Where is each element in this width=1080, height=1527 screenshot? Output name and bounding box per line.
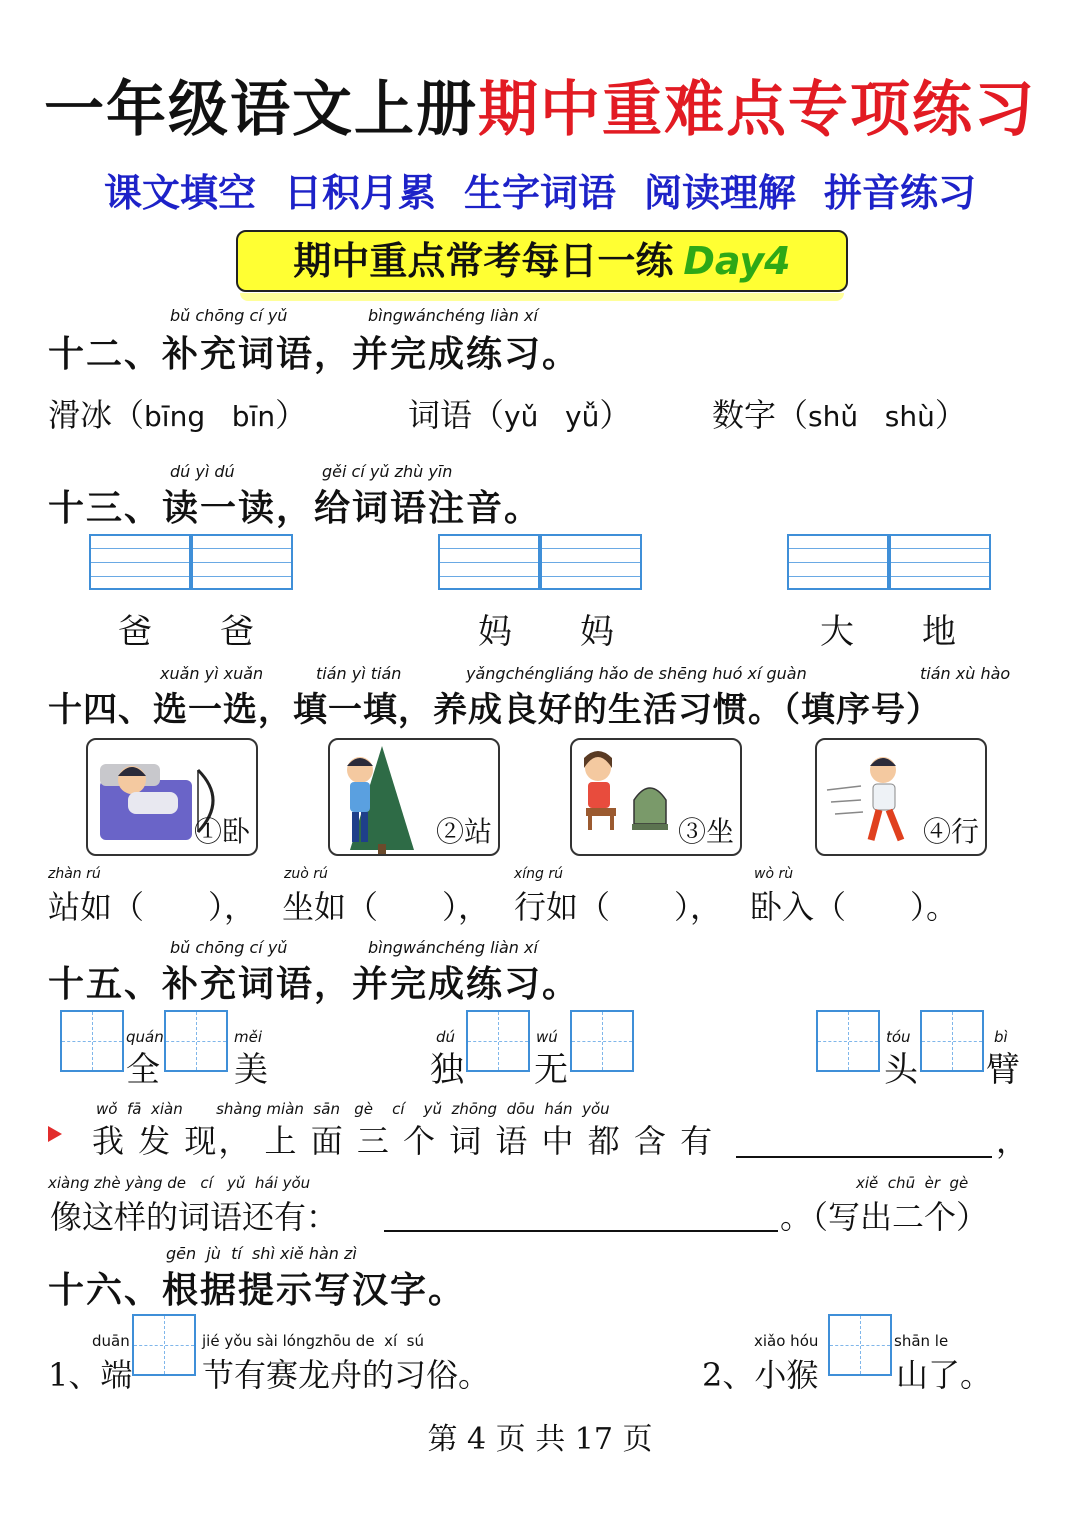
topic-2: 日积月累 xyxy=(283,171,436,215)
s16-q1-pre: 1、端 xyxy=(48,1356,133,1394)
s13-word-1: 爸 爸 xyxy=(118,612,254,652)
s16-q2-py-pre: xiǎo hóu xyxy=(754,1332,819,1350)
s13-pinyin-2: gěi cí yǔ zhù yīn xyxy=(322,462,453,481)
char-box[interactable] xyxy=(132,1314,196,1376)
s15-line1-end: ， xyxy=(996,1122,1029,1160)
char-box[interactable] xyxy=(60,1010,124,1072)
s15-w1-py1: quán xyxy=(126,1028,164,1046)
s14-fill-lying: 卧入（ ）。 xyxy=(750,888,959,926)
daily-banner xyxy=(236,230,848,292)
subtitle-topics xyxy=(0,162,1080,217)
s16-heading: 十六、根据提示写汉字。 xyxy=(48,1270,467,1311)
s16-q1-post: 节有赛龙舟的习俗。 xyxy=(202,1356,491,1394)
s13-pinyin-1: dú yì dú xyxy=(170,462,235,481)
s16-q2-pre: 2、小猴 xyxy=(702,1356,819,1394)
triangle-bullet-icon xyxy=(48,1126,62,1142)
s15-line2: 像这样的词语还有： xyxy=(50,1198,339,1236)
s16-q1-py-post: jié yǒu sài lóngzhōu de xí sú xyxy=(202,1332,424,1350)
s12-item-3: 数字（shǔ shù） xyxy=(712,396,967,434)
s15-w3-c1: 头 xyxy=(884,1050,918,1090)
banner-day: Day4 xyxy=(683,239,791,283)
picture-sitting xyxy=(570,738,742,856)
s13-word-2: 妈 妈 xyxy=(478,612,614,652)
pinyin-writing-box[interactable] xyxy=(438,534,642,590)
char-box[interactable] xyxy=(570,1010,634,1072)
s12-item-1: 滑冰（bīng bīn） xyxy=(48,396,308,434)
s15-line1-pinyin: wǒ fā xiàn shàng miàn sān gè cí yǔ zhōng dōu hán yǒu xyxy=(96,1100,610,1118)
s14-fill-py-1: zhàn rú xyxy=(48,866,101,882)
s13-word-3: 大 地 xyxy=(820,612,956,652)
s15-w2-c1: 独 xyxy=(430,1050,464,1090)
s14-pinyin-1: xuǎn yì xuǎn xyxy=(160,664,264,683)
page-title xyxy=(0,62,1080,148)
pic-caption-3: ③坐 xyxy=(677,815,734,848)
s15-w2-py1: dú xyxy=(436,1028,456,1046)
s13-heading: 十三、读一读，给词语注音。 xyxy=(48,488,543,529)
s16-q2-post: 山了。 xyxy=(896,1356,993,1394)
s16-q2-py-post: shān le xyxy=(894,1332,949,1350)
topic-1: 课文填空 xyxy=(103,171,256,215)
s15-w1-py2: měi xyxy=(234,1028,263,1046)
s16-q1-py-pre: duān xyxy=(92,1332,130,1350)
s14-fill-standing: 站如（ ）， xyxy=(48,888,257,926)
s15-w2-py2: wú xyxy=(536,1028,558,1046)
s14-fill-py-3: xíng rú xyxy=(514,866,564,882)
char-box[interactable] xyxy=(828,1314,892,1376)
s15-pinyin-2: bìngwánchéng liàn xí xyxy=(368,938,538,957)
pinyin-writing-box[interactable] xyxy=(787,534,991,590)
s15-heading: 十五、补充词语，并完成练习。 xyxy=(48,964,581,1005)
s16-pinyin-1: gēn jù tí shì xiě hàn zì xyxy=(166,1244,357,1263)
s14-fill-sitting: 坐如（ ）， xyxy=(282,888,491,926)
topic-5: 拼音练习 xyxy=(824,171,977,215)
picture-walking xyxy=(815,738,987,856)
s15-line2-end: 。（写出二个） xyxy=(780,1198,989,1236)
title-black: 一年级语文上册 xyxy=(44,75,478,145)
pinyin-writing-box[interactable] xyxy=(89,534,293,590)
s15-w3-c2: 臂 xyxy=(986,1050,1020,1090)
picture-lying xyxy=(86,738,258,856)
pic-caption-2: ②站 xyxy=(435,815,492,848)
topic-4: 阅读理解 xyxy=(644,171,797,215)
s14-fill-walking: 行如（ ）， xyxy=(514,888,723,926)
s12-pinyin-1: bǔ chōng cí yǔ xyxy=(170,306,288,325)
s14-fill-py-4: wò rù xyxy=(754,866,794,882)
char-box[interactable] xyxy=(466,1010,530,1072)
page-footer: 第 4 页 共 17 页 xyxy=(427,1422,653,1457)
char-box[interactable] xyxy=(920,1010,984,1072)
s12-heading: 十二、补充词语，并完成练习。 xyxy=(48,334,581,375)
char-box[interactable] xyxy=(816,1010,880,1072)
s14-pinyin-4: tián xù hào xyxy=(920,664,1011,683)
banner-shadow xyxy=(240,293,844,301)
picture-standing xyxy=(328,738,500,856)
s14-pinyin-2: tián yì tián xyxy=(316,664,402,683)
s15-line2-pinyin: xiàng zhè yàng de cí yǔ hái yǒu xyxy=(48,1174,311,1192)
answer-blank-1[interactable] xyxy=(736,1156,992,1158)
title-red: 期中重难点专项练习 xyxy=(478,75,1036,145)
s15-w3-py1: tóu xyxy=(886,1028,911,1046)
s15-w1-c1: 全 xyxy=(126,1050,160,1090)
s14-pinyin-3: yǎngchéngliáng hǎo de shēng huó xí guàn xyxy=(466,664,807,683)
s15-w2-c2: 无 xyxy=(534,1050,568,1090)
pic-caption-4: ④行 xyxy=(922,815,979,848)
s15-pinyin-1: bǔ chōng cí yǔ xyxy=(170,938,288,957)
s15-line2-end-pinyin: xiě chū èr gè xyxy=(856,1174,969,1192)
char-box[interactable] xyxy=(164,1010,228,1072)
pic-caption-1: ①卧 xyxy=(193,815,250,848)
s15-line1: 我 发 现， 上 面 三 个 词 语 中 都 含 有 xyxy=(92,1122,715,1160)
topic-3: 生字词语 xyxy=(463,171,616,215)
s12-item-2: 词语（yǔ yǚ） xyxy=(408,396,632,434)
s14-fill-py-2: zuò rú xyxy=(284,866,328,882)
s12-pinyin-2: bìngwánchéng liàn xí xyxy=(368,306,538,325)
answer-blank-2[interactable] xyxy=(384,1230,778,1232)
banner-text: 期中重点常考每日一练 xyxy=(293,239,674,283)
s15-w1-c2: 美 xyxy=(234,1050,268,1090)
s14-heading: 十四、选一选，填一填，养成良好的生活习惯。（填序号） xyxy=(48,690,941,730)
s15-w3-py2: bì xyxy=(994,1028,1008,1046)
